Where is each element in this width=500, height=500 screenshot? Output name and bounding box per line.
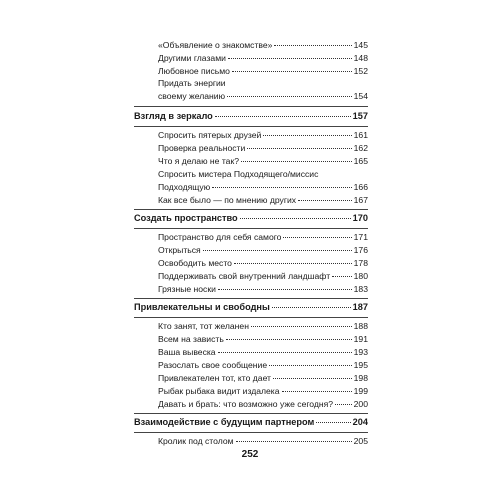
dot-leader (218, 352, 352, 353)
toc-entry-title-line: Спросить мистера Подходящего/миссис (158, 169, 319, 179)
toc-entry-page: 199 (353, 386, 368, 396)
toc-entry-page: 205 (353, 436, 368, 446)
toc-entry (134, 143, 368, 154)
toc-entry-page: 180 (353, 271, 368, 281)
dot-leader (203, 250, 352, 251)
dot-leader (212, 187, 352, 188)
toc-entry-title: Что я делаю не так? (158, 156, 239, 166)
toc-section-page: 170 (352, 213, 368, 223)
toc-section-heading (134, 213, 368, 224)
dot-leader (283, 237, 351, 238)
toc-entry-title: Поддерживать свой внутренний ландшафт (158, 271, 331, 281)
toc-entry-title: Грязные носки (158, 284, 216, 294)
toc-entry-page: 178 (353, 258, 368, 268)
toc-entry-page: 166 (353, 182, 368, 192)
toc-entry-page: 188 (353, 321, 368, 331)
dot-leader (273, 378, 352, 379)
section-divider (134, 228, 368, 229)
toc-entry-title: Открыться (158, 245, 201, 255)
toc-entry (134, 232, 368, 243)
section-divider (134, 298, 368, 299)
dot-leader (282, 391, 352, 392)
toc-entry-title: Любовное письмо (158, 66, 230, 76)
toc-entry (134, 386, 368, 397)
toc-entry-title: Разослать свое сообщение (158, 360, 268, 370)
toc-entry (134, 91, 368, 102)
toc-entry (134, 182, 368, 193)
toc-entry-title: Привлекателен тот, кто дает (158, 373, 271, 383)
dot-leader (215, 116, 351, 117)
toc-entry-page: 193 (353, 347, 368, 357)
toc-entry-title: Подходящую (158, 182, 211, 192)
toc-entry-page: 154 (353, 91, 368, 101)
toc-entry-page: 162 (353, 143, 368, 153)
dot-leader (234, 263, 352, 264)
toc-entry (134, 399, 368, 410)
toc-entry (134, 66, 368, 77)
toc-entry-title: Кролик под столом (158, 436, 234, 446)
toc-entry-page: 167 (353, 195, 368, 205)
section-divider (134, 432, 368, 433)
dot-leader (236, 441, 352, 442)
toc-entry-page: 183 (353, 284, 368, 294)
toc-entry-page: 200 (353, 399, 368, 409)
toc-entry-page: 165 (353, 156, 368, 166)
toc-section-heading (134, 302, 368, 313)
toc-entry-page: 191 (353, 334, 368, 344)
toc-entry-title: Рыбак рыбака видит издалека (158, 386, 280, 396)
toc-entry (134, 53, 368, 64)
section-divider (134, 413, 368, 414)
toc-section-page: 187 (352, 302, 368, 312)
toc-entry-title: Спросить пятерых друзей (158, 130, 262, 140)
dot-leader (335, 404, 352, 405)
toc-entry (134, 360, 368, 371)
dot-leader (232, 71, 352, 72)
toc-entry-page: 195 (353, 360, 368, 370)
toc-entry-title: Ваша вывеска (158, 347, 216, 357)
toc-entry (134, 258, 368, 269)
toc-section-title: Взгляд в зеркало (134, 111, 213, 121)
dot-leader (247, 148, 351, 149)
toc-section-title: Привлекательны и свободны (134, 302, 270, 312)
toc-section-title: Взаимодействие с будущим партнером (134, 417, 315, 427)
toc-entry-title: Кто занят, тот желанен (158, 321, 249, 331)
dot-leader (272, 307, 351, 308)
section-divider (134, 317, 368, 318)
toc-entry-title: Как все было — по мнению других (158, 195, 297, 205)
toc-section-heading (134, 111, 368, 122)
dot-leader (241, 161, 352, 162)
dot-leader (332, 276, 352, 277)
toc-entry (134, 436, 368, 447)
section-divider (134, 106, 368, 107)
toc-entry (134, 334, 368, 345)
toc-section-heading (134, 417, 368, 428)
toc-entry-title: Другими глазами (158, 53, 226, 63)
toc-entry-page: 148 (353, 53, 368, 63)
dot-leader (269, 365, 352, 366)
dot-leader (316, 422, 350, 423)
section-divider (134, 126, 368, 127)
toc-entry (134, 195, 368, 206)
dot-leader (263, 135, 351, 136)
dot-leader (228, 58, 352, 59)
toc-entry-title: «Объявление о знакомстве» (158, 40, 273, 50)
toc-entry (134, 321, 368, 332)
toc-entry (134, 130, 368, 141)
toc-entry-page: 152 (353, 66, 368, 76)
dot-leader (298, 200, 352, 201)
dot-leader (218, 289, 352, 290)
toc-entry (134, 245, 368, 256)
toc-entry-page: 161 (353, 130, 368, 140)
toc-section-title: Создать пространство (134, 213, 238, 223)
toc-section-page: 157 (352, 111, 368, 121)
dot-leader (226, 339, 352, 340)
toc-entry-title: Давать и брать: что возможно уже сегодня? (158, 399, 334, 409)
toc-entry (134, 373, 368, 384)
toc-entry (134, 156, 368, 167)
toc-entry-page: 171 (353, 232, 368, 242)
dot-leader (274, 45, 351, 46)
toc-entry (134, 271, 368, 282)
toc-entry (134, 347, 368, 358)
page-number: 252 (241, 449, 259, 460)
section-divider (134, 209, 368, 210)
toc-entry-title: Пространство для себя самого (158, 232, 282, 242)
toc-entry-page: 145 (353, 40, 368, 50)
toc-entry-title: Освободить место (158, 258, 232, 268)
toc-entry (134, 40, 368, 51)
toc-entry-title: Проверка реальности (158, 143, 246, 153)
dot-leader (227, 96, 352, 97)
dot-leader (240, 218, 351, 219)
toc-entry-page: 176 (353, 245, 368, 255)
toc-entry (134, 284, 368, 295)
toc-section-page: 204 (352, 417, 368, 427)
toc-entry-title-line: Придать энергии (158, 78, 226, 88)
dot-leader (251, 326, 352, 327)
toc-entry-title: Всем на зависть (158, 334, 224, 344)
toc-entry-page: 198 (353, 373, 368, 383)
toc-entry-title: своему желанию (158, 91, 226, 101)
